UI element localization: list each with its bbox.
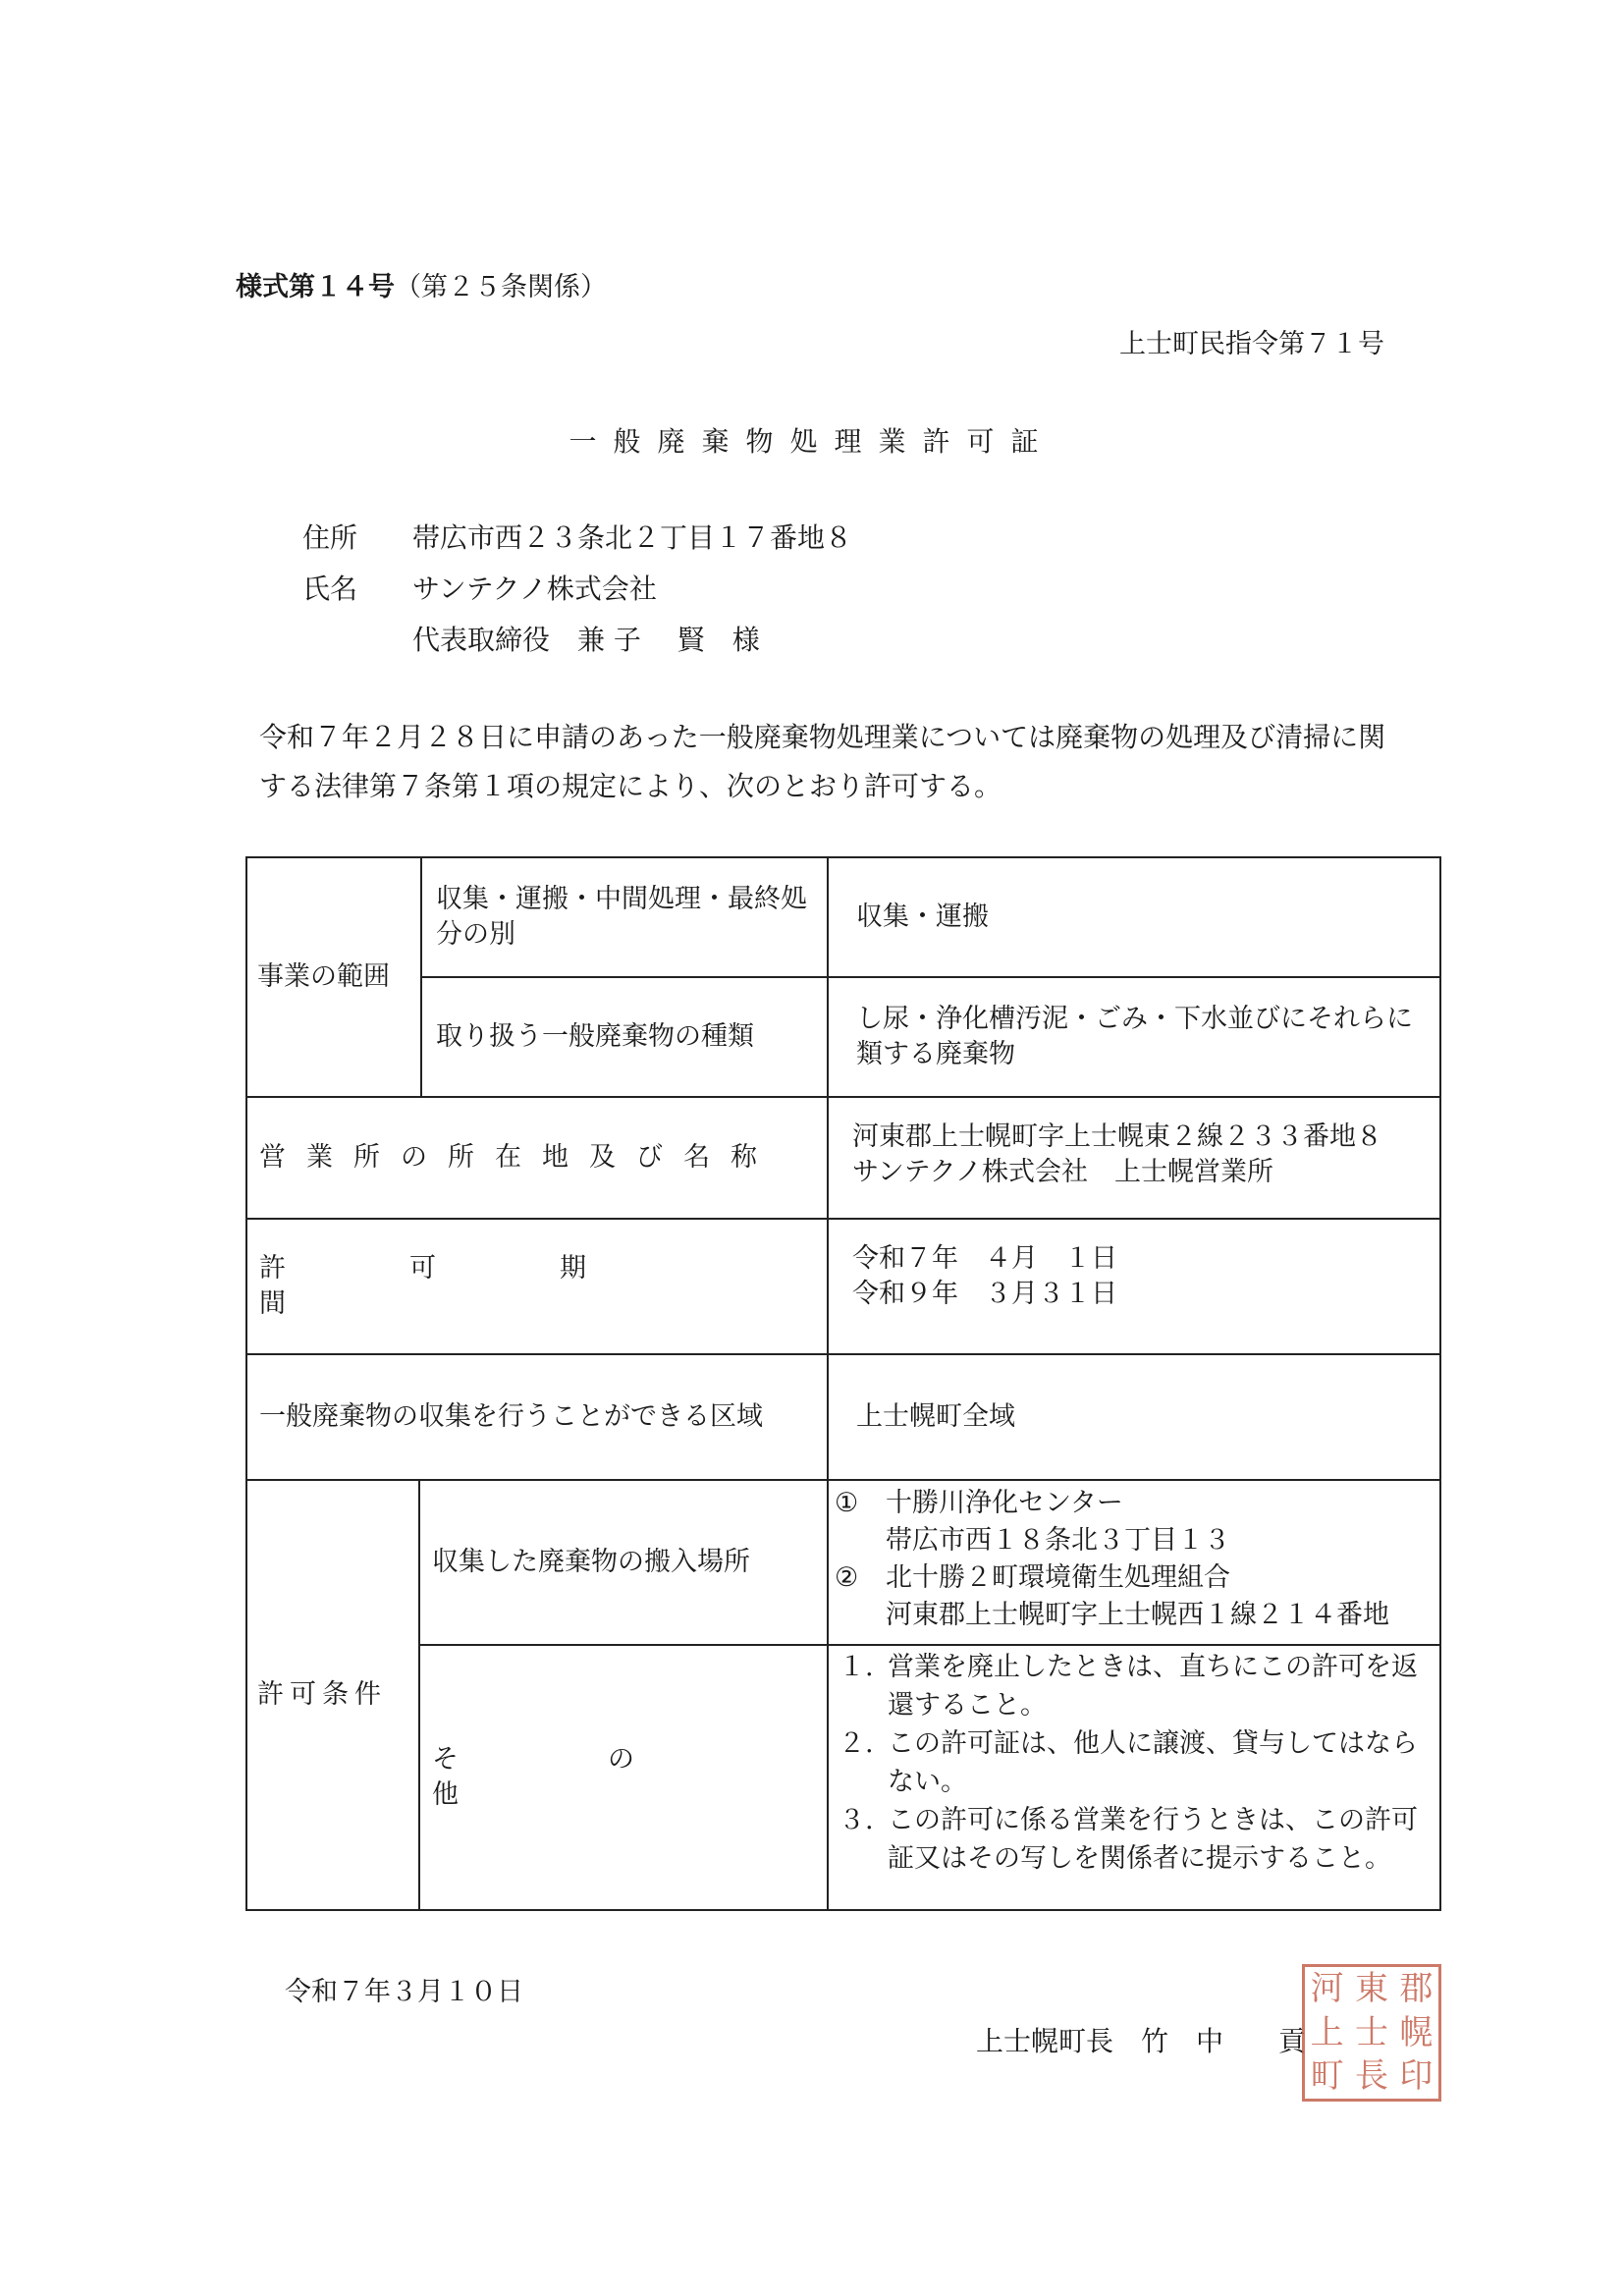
form-number-relation: （第２５条関係） [395, 272, 607, 302]
other-item [839, 1648, 1432, 1724]
business-type-value-text: 収集・運搬 [856, 902, 989, 932]
conditions-label [257, 1481, 416, 1909]
permit-table [245, 856, 1441, 1911]
document-number: 上士町民指令第７１号 [1119, 329, 1384, 359]
office-name: サンテクノ株式会社 上士幌営業所 [852, 1157, 1274, 1187]
other-item-text: 営業を廃止したときは、直ちにこの許可を返還すること。 [888, 1652, 1418, 1721]
other-item-text: この許可に係る営業を行うときは、この許可証又はその写しを関係者に提示すること。 [888, 1805, 1418, 1874]
business-type-value [856, 858, 1426, 976]
period-to: 令和９年 ３月３１日 [852, 1279, 1117, 1309]
other-item-number: ３. [839, 1805, 874, 1835]
scope-label-text: 事業の範囲 [257, 961, 390, 992]
destination-label-text: 収集した廃棄物の搬入場所 [432, 1547, 750, 1577]
official-seal: 河 東 郡 上 士 幌 町 長 印 [1302, 1964, 1441, 2102]
company-name: サンテクノ株式会社 [412, 573, 657, 605]
conditions-label-text: 許可条件 [257, 1679, 387, 1710]
office-label [259, 1098, 815, 1218]
destination-item [835, 1559, 1435, 1597]
period-label-text: 許可期間 [259, 1253, 710, 1319]
permit-statement: 令和７年２月２８日に申請のあった一般廃棄物処理業については廃棄物の処理及び清掃に関する法律第７条第１項の規定により、次のとおり許可する。 [259, 721, 1386, 802]
area-value-text: 上士幌町全域 [856, 1401, 1015, 1432]
period-from: 令和７年 ４月 １日 [852, 1243, 1117, 1274]
waste-kind-value-text: し尿・浄化槽汚泥・ごみ・下水並びにそれらに類する廃棄物 [856, 1004, 1413, 1069]
destination-item [835, 1485, 1435, 1522]
destination-list [835, 1485, 1435, 1634]
office-label-text: 営業所の所在地及び名称 [259, 1142, 778, 1173]
address-label: 住所 [302, 521, 358, 554]
other-item [839, 1801, 1432, 1878]
office-address: 河東郡上士幌町字上士幌東２線２３３番地８ [852, 1121, 1382, 1152]
period-value [852, 1241, 1435, 1312]
destination-address: 河東郡上士幌町字上士幌西１線２１４番地 [886, 1600, 1389, 1630]
area-label-text: 一般廃棄物の収集を行うことができる区域 [259, 1401, 763, 1432]
destination-name: 北十勝２町環境衛生処理組合 [886, 1562, 1230, 1593]
document-title: 一般廃棄物処理業許可証 [568, 425, 1056, 458]
destination-address: 帯広市西１８条北３丁目１３ [886, 1525, 1230, 1556]
other-label-text: その他 [432, 1744, 784, 1810]
destination-marker: ② [835, 1562, 859, 1593]
address-value: 帯広市西２３条北２丁目１７番地８ [412, 521, 853, 554]
period-label [259, 1220, 815, 1353]
other-item-text: この許可証は、他人に譲渡、貸与してはならない。 [888, 1728, 1418, 1797]
representative-name: 代表取締役 兼 子 賢 様 [412, 624, 760, 656]
waste-kind-label [436, 978, 819, 1096]
scope-label [257, 858, 418, 1096]
form-number [236, 265, 607, 303]
other-item [839, 1724, 1432, 1801]
business-type-label-text: 収集・運搬・中間処理・最終処分の別 [436, 884, 807, 950]
other-item-number: １. [839, 1652, 874, 1682]
issue-date: 令和７年３月１０日 [285, 1977, 523, 2007]
form-number-main: 様式第１４号 [236, 272, 395, 302]
waste-kind-label-text: 取り扱う一般廃棄物の種類 [436, 1021, 754, 1052]
destination-marker: ① [835, 1488, 859, 1518]
mayor-signature: 上士幌町長 竹 中 貢 [976, 2025, 1307, 2057]
destination-label [432, 1481, 823, 1644]
business-type-label [436, 858, 819, 976]
other-item-number: ２. [839, 1728, 874, 1759]
area-value [856, 1355, 1435, 1479]
other-label [432, 1646, 821, 1909]
area-label [259, 1355, 819, 1479]
destination-name: 十勝川浄化センター [886, 1488, 1123, 1518]
other-list [839, 1648, 1432, 1878]
name-label: 氏名 [302, 573, 358, 605]
office-value [852, 1120, 1435, 1190]
waste-kind-value [856, 978, 1432, 1096]
